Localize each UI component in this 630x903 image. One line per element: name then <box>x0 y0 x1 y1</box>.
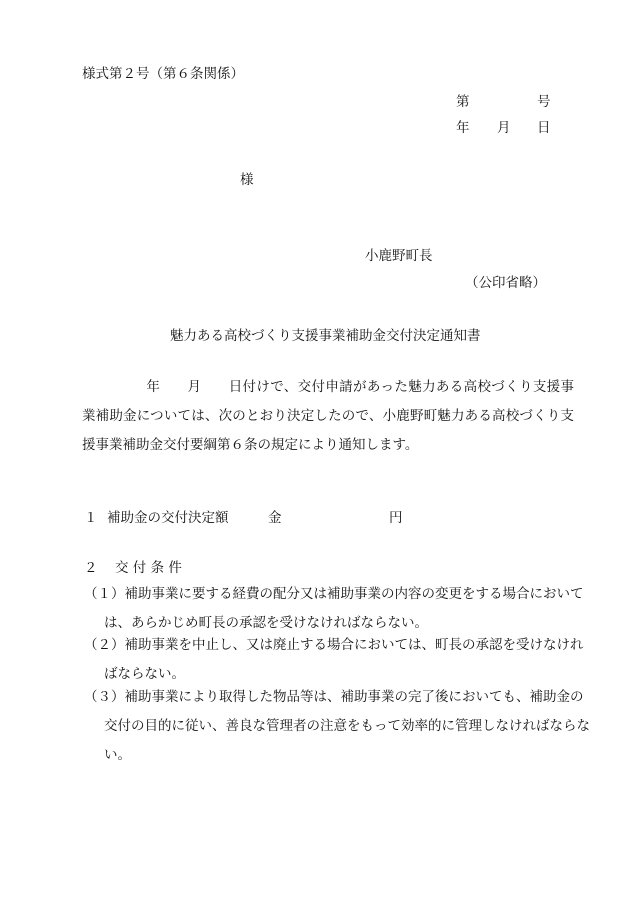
section2-label: 交 付 条 件 <box>115 560 182 576</box>
addressee-honorific: 様 <box>240 172 254 188</box>
condition-item-3: （３）補助事業により取得した物品等は、補助事業の完了後においても、補助金の交付の目的に従い、善良な管理者の注意をもって効率的に管理しなければならない。 <box>84 689 590 763</box>
intro-month: 月 <box>187 379 202 395</box>
intro-year: 年 <box>146 379 161 395</box>
date-month: 月 <box>497 120 511 136</box>
section1-currency-prefix: 金 <box>268 510 282 526</box>
form-number: 様式第２号（第６条関係） <box>82 66 244 82</box>
section2-number: ２ <box>84 560 98 576</box>
sender-name: 小鹿野町長 <box>365 248 433 264</box>
document-number-prefix: 第 <box>456 94 470 110</box>
condition-item-1: （１）補助事業に要する経費の配分又は補助事業の内容の変更をする場合においては、あらかじめ町長の承認を受けなければならない。 <box>84 586 584 631</box>
intro-text: 日付けで、交付申請があった魅力ある高校づくり支援事業補助金については、次のとおり決定したので、小鹿野町魅力ある高校づくり支援事業補助金交付要綱第６条の規定により通知します。 <box>82 379 574 453</box>
section1-label: 補助金の交付決定額 <box>107 510 229 526</box>
intro-paragraph <box>82 373 574 460</box>
date-year: 年 <box>456 120 470 136</box>
document-number-suffix: 号 <box>537 94 551 110</box>
section1-number: １ <box>84 510 98 526</box>
seal-note: （公印省略） <box>465 275 546 291</box>
date-day: 日 <box>537 120 551 136</box>
document-title: 魅力ある高校づくり支援事業補助金交付決定通知書 <box>170 328 481 344</box>
section1-currency-suffix: 円 <box>389 510 403 526</box>
condition-item-2: （２）補助事業を中止し、又は廃止する場合においては、町長の承認を受けなければならない。 <box>84 637 584 682</box>
